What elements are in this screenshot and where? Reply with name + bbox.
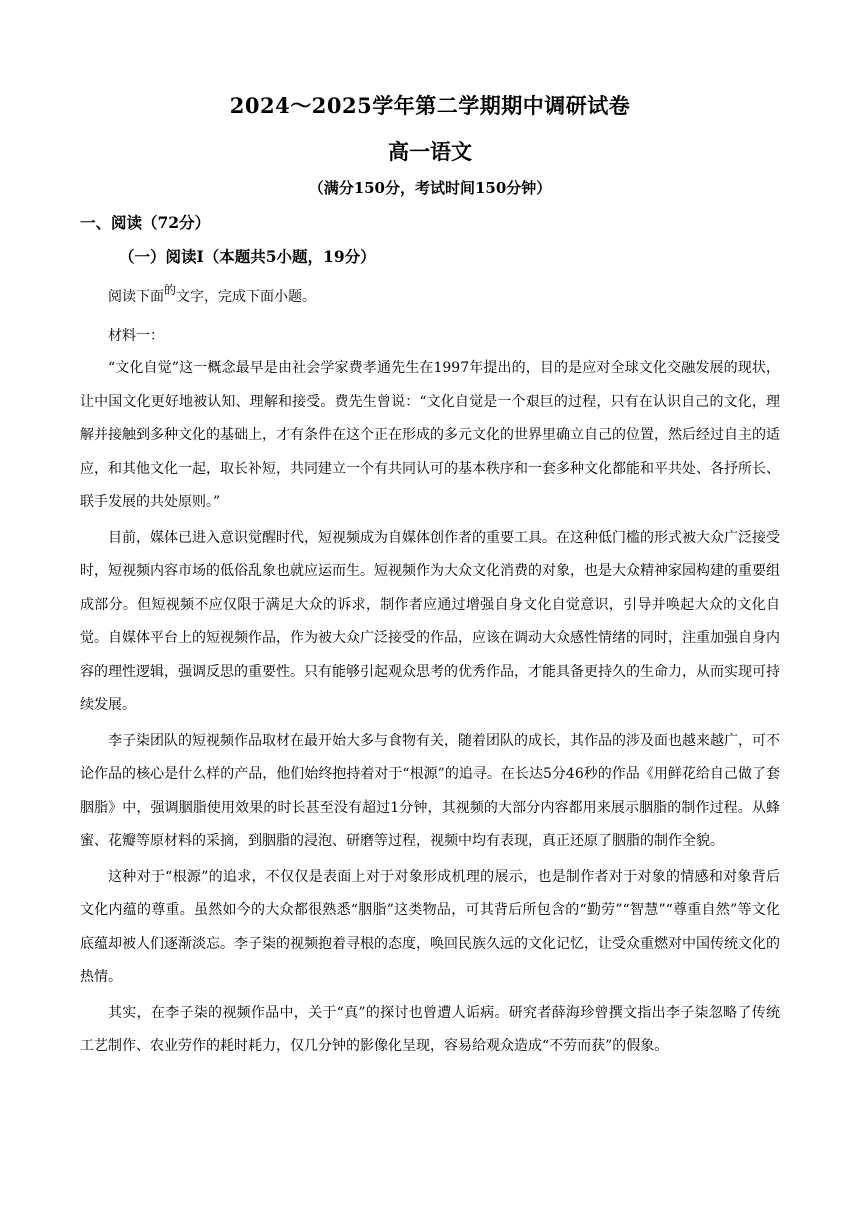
instruction-superscript: 的	[164, 283, 177, 297]
paragraph-criticism: 其实，在李子柒的视频作品中，关于“真”的探讨也曾遭人诟病。研究者薛海珍曾撰文指出李子柒忽略了传统工艺制作、农业劳作的耗时耗力，仅几分钟的影像化呈现，容易给观众造成“不劳而获”的假象。	[80, 1004, 780, 1054]
paragraph-cultural-awareness: “文化自觉”这一概念最早是由社会学家费孝通先生在1997年提出的，目的是应对全球文化交融发展的现状，让中国文化更好地被认知、理解和接受。费先生曾说：“文化自觉是一个艰巨的过程，只有在认识自己的文化，理解并接触到多种文化的基础上，才有条件在这个正在形成的多元文化的世界里确立自己的位置，然后经过自主的适应，和其他文化一起，取长补短，共同建立一个有共同认可的基本秩序和一套多种文化都能和平共处、各抒所长、联手发展的共处原则。”	[80, 360, 780, 510]
exam-title: 2024～2025学年第二学期期中调研试卷	[229, 93, 631, 118]
reading-instruction	[108, 283, 317, 306]
section-heading: 一、阅读（72分）	[80, 213, 211, 232]
instruction-before: 阅读下面	[108, 289, 164, 305]
exam-subject: 高一语文	[388, 139, 472, 164]
material-body	[80, 352, 780, 1064]
exam-score-time: （满分150分，考试时间150分钟）	[308, 179, 552, 197]
paragraph-short-video-media: 目前，媒体已进入意识觉醒时代，短视频成为自媒体创作者的重要工具。在这种低门槛的形式被大众广泛接受时，短视频内容市场的低俗乱象也就应运而生。短视频作为大众文化消费的对象，也是大众精神家园构建的重要组成部分。但短视频不应仅限于满足大众的诉求，制作者应通过增强自身文化自觉意识，引导并唤起大众的文化自觉。自媒体平台上的短视频作品，作为被大众广泛接受的作品，应该在调动大众感性情绪的同时，注重加强自身内容的理性逻辑，强调反思的重要性。只有能够引起观众思考的优秀作品，才能具备更持久的生命力，从而实现可持续发展。	[80, 529, 780, 713]
paragraph-li-ziqi-works: 李子柒团队的短视频作品取材在最开始大多与食物有关，随着团队的成长，其作品的涉及面也越来越广，可不论作品的核心是什么样的产品，他们始终抱持着对于“根源”的追寻。在长达5分46秒的作品《用鲜花给自己做了套胭脂》中，强调胭脂使用效果的时长甚至没有超过1分钟，其视频的大部分内容都用来展示胭脂的制作过程。从蜂蜜、花瓣等原材料的采摘，到胭脂的浸泡、研磨等过程，视频中均有表现，真正还原了胭脂的制作全貌。	[80, 732, 780, 849]
paragraph-roots-pursuit: 这种对于“根源”的追求，不仅仅是表面上对于对象形成机理的展示，也是制作者对于对象的情感和对象背后文化内蕴的尊重。虽然如今的大众都很熟悉“胭脂”这类物品，可其背后所包含的“勤劳”“智慧”“尊重自然”等文化底蕴却被人们逐渐淡忘。李子柒的视频抱着寻根的态度，唤回民族久远的文化记忆，让受众重燃对中国传统文化的热情。	[80, 868, 780, 985]
instruction-after: 文字，完成下面小题。	[176, 289, 317, 305]
material-label: 材料一：	[108, 328, 164, 344]
subsection-heading: （一）阅读Ⅰ（本题共5小题，19分）	[119, 247, 376, 266]
